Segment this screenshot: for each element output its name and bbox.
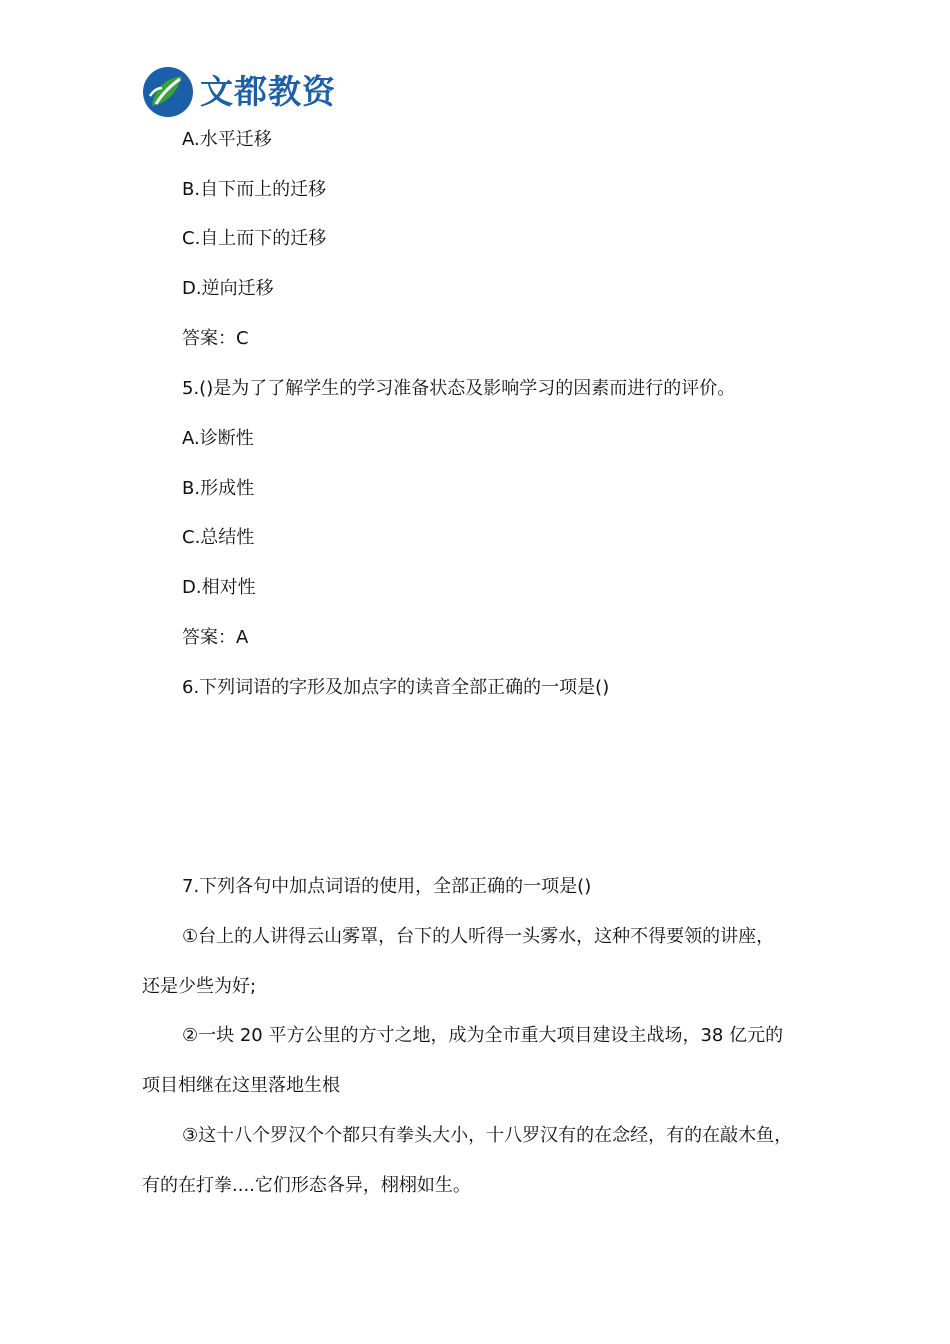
- q7-item-2-line1: ②一块 20 平方公里的方寸之地，成为全市重大项目建设主战场，38 亿元的: [182, 1025, 784, 1046]
- q4-option-d: D.逆向迁移: [182, 278, 274, 299]
- q4-option-c: C.自上而下的迁移: [182, 228, 327, 249]
- q5-question: 5.()是为了了解学生的学习准备状态及影响学习的因素而进行的评价。: [182, 378, 736, 399]
- leaf-logo-icon: [142, 66, 194, 118]
- q7-item-1-line1: ①台上的人讲得云山雾罩，台下的人听得一头雾水，这种不得要领的讲座，: [182, 926, 775, 947]
- q5-answer: 答案：A: [182, 627, 249, 648]
- q7-item-3-line2: 有的在打拳....它们形态各异，栩栩如生。: [142, 1175, 471, 1196]
- q7-item-2-line2: 项目相继在这里落地生根: [142, 1075, 340, 1096]
- q7-question: 7.下列各句中加点词语的使用，全部正确的一项是(): [182, 876, 592, 897]
- logo-text: 文都教资: [200, 72, 336, 111]
- q4-answer: 答案：C: [182, 328, 249, 349]
- q5-option-c: C.总结性: [182, 527, 255, 548]
- q4-option-a: A.水平迁移: [182, 129, 272, 150]
- q5-option-b: B.形成性: [182, 478, 255, 499]
- q5-option-d: D.相对性: [182, 577, 256, 598]
- q7-item-1: [142, 925, 812, 999]
- q7-item-3: [142, 1124, 812, 1198]
- brand-logo: [142, 66, 336, 118]
- q5-option-a: A.诊断性: [182, 428, 254, 449]
- q7-item-3-line1: ③这十八个罗汉个个都只有拳头大小，十八罗汉有的在念经，有的在敲木鱼，: [182, 1125, 793, 1146]
- q4-option-b: B.自下而上的迁移: [182, 179, 327, 200]
- q7-item-1-line2: 还是少些为好;: [142, 976, 257, 997]
- q7-item-2: [142, 1024, 812, 1098]
- q6-question: 6.下列词语的字形及加点字的读音全部正确的一项是(): [182, 677, 610, 698]
